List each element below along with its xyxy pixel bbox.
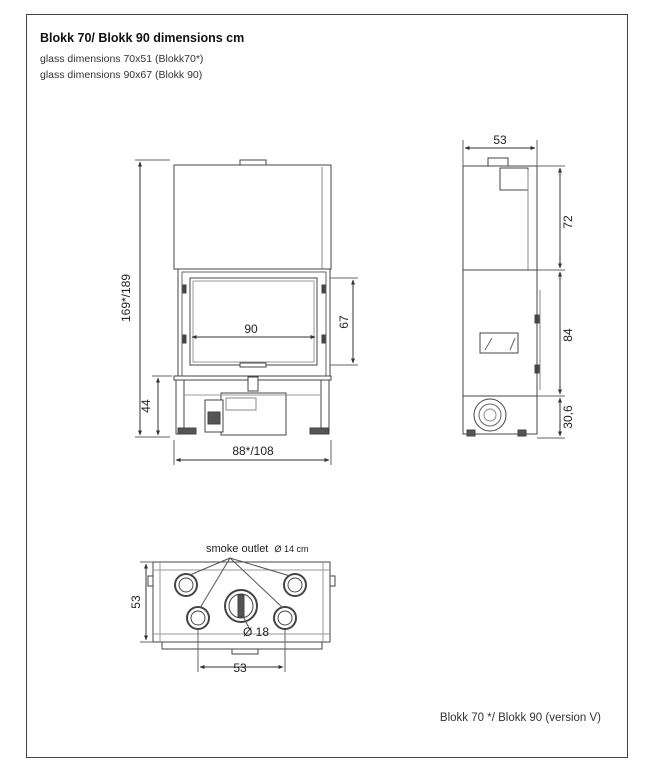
top-center-label: Ø 18 — [242, 625, 270, 639]
side-lower-label: 30,6 — [561, 405, 575, 429]
outlet-note-label — [206, 543, 308, 555]
version-caption: Blokk 70 */ Blokk 90 (version V) — [439, 712, 601, 724]
side-view — [463, 140, 565, 438]
outlet-note-text: smoke outlet — [206, 543, 269, 555]
front-glass-height-label: 67 — [337, 315, 351, 329]
page-title: Blokk 70/ Blokk 90 dimensions cm — [40, 31, 245, 45]
front-base-height-label: 44 — [139, 399, 153, 413]
front-glass-width-label: 90 — [244, 322, 258, 336]
glass-dimensions-70: glass dimensions 70x51 (Blokk70*) — [40, 53, 204, 65]
front-height-label: 169*/189 — [119, 273, 133, 323]
top-view — [140, 558, 335, 672]
glass-dimensions-90: glass dimensions 90x67 (Blokk 90) — [40, 69, 203, 81]
side-middle-label: 84 — [561, 328, 575, 342]
side-upper-label: 72 — [561, 215, 575, 229]
side-depth-label: 53 — [493, 133, 507, 147]
front-view — [135, 160, 358, 465]
top-depth-label: 53 — [129, 595, 143, 609]
front-width-label: 88*/108 — [232, 444, 274, 458]
outlet-size-text: Ø 14 cm — [274, 544, 309, 554]
top-spacing-label: 53 — [233, 661, 247, 675]
